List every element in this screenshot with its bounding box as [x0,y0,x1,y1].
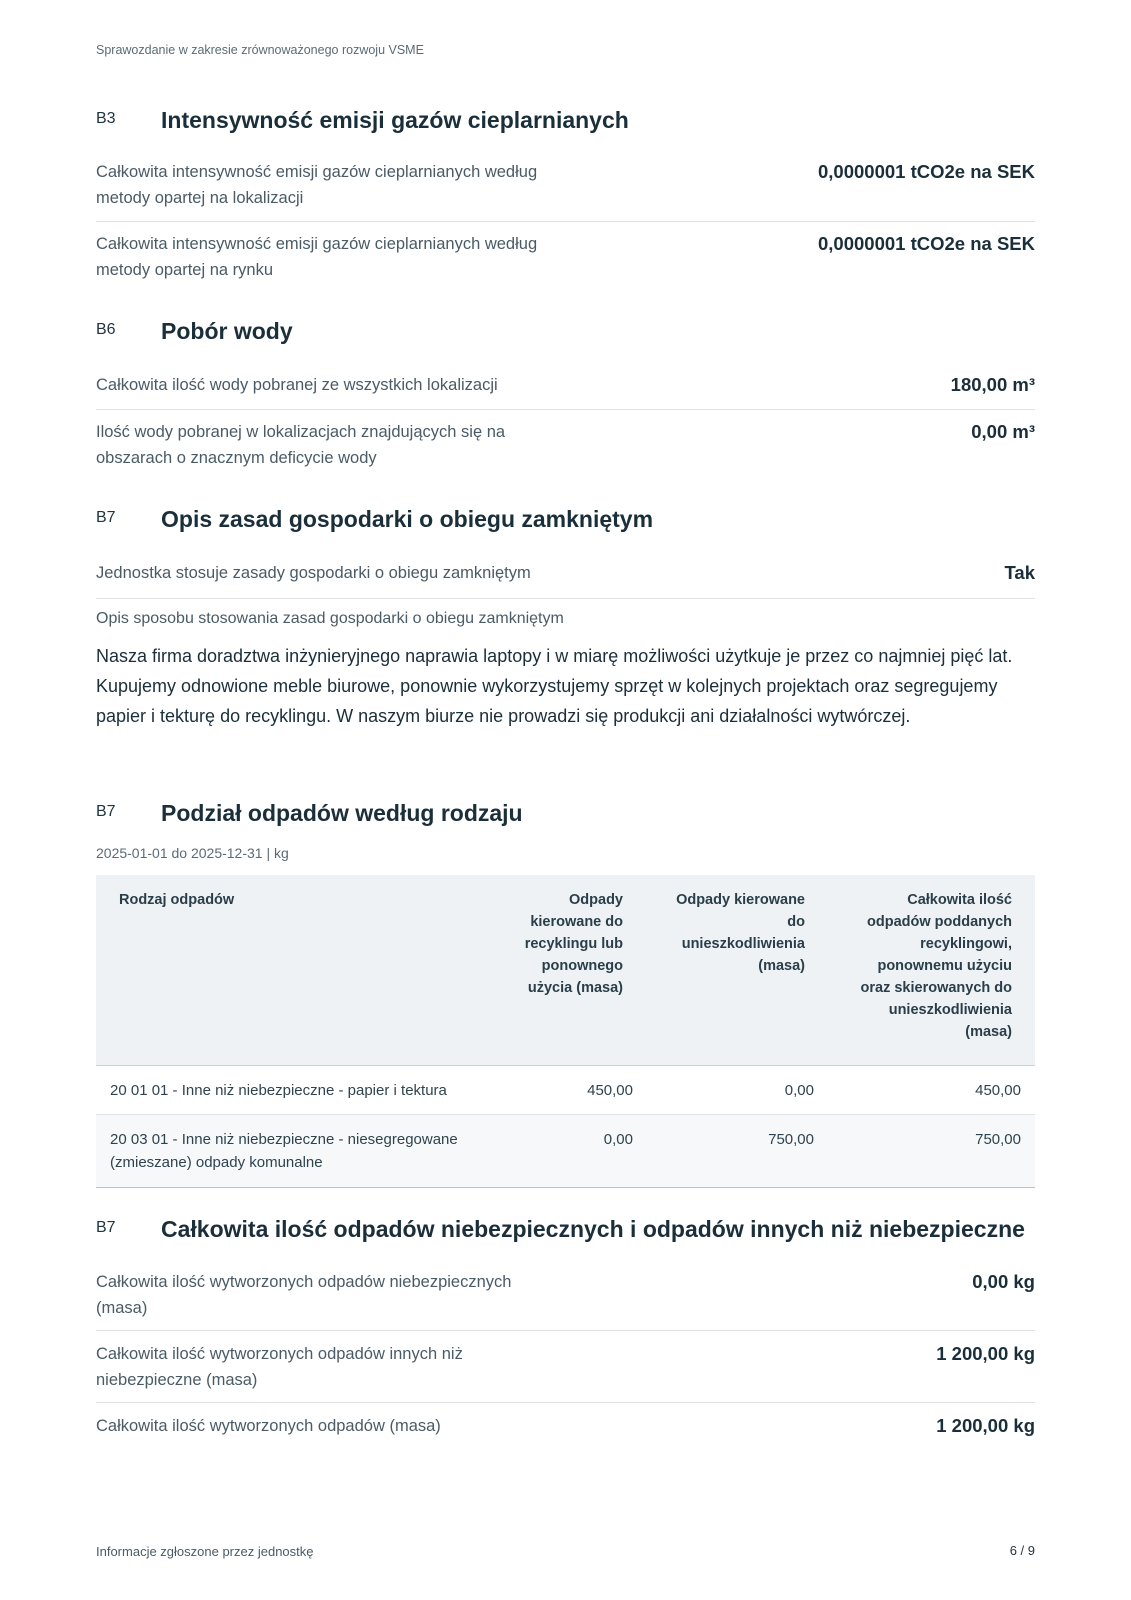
table-row [96,1115,1035,1187]
kv-value: 1 200,00 kg [936,1415,1035,1436]
kv-value: 180,00 m³ [950,374,1035,395]
kv-row [96,159,1035,222]
kv-label: Całkowita ilość wytworzonych odpadów innych niż niebezpieczne (masa) [96,1345,463,1389]
section-b3-heading [96,96,1035,136]
section-title: Całkowita ilość odpadów niebezpiecznych i odpadów innych niż niebezpieczne [161,1216,1025,1242]
description-text: Nasza firma doradztwa inżynieryjnego naprawia laptopy i w miarę możliwości użytkuje je przez co najmniej pięć lat. Kupujemy odnowione meble biurowe, ponownie wykorzystujemy sprzęt w kolejnych projektach oraz segregujemy papier i tekturę do recyklingu. W naszym biurze nie prowadzi się produkcji ani działalności wytwórczej. [96,646,1013,726]
table-cell: 0,00 [603,1131,633,1148]
page-number: 6 / 9 [1009,1543,1035,1558]
table-cell: 450,00 [975,1082,1021,1099]
kv-label: Całkowita intensywność emisji gazów cieplarnianych według metody opartej na rynku [96,235,538,279]
column-header: Odpady kierowane do unieszkodliwienia (masa) [676,892,805,974]
column-header: Odpady kierowane do recyklingu lub ponownego użycia (masa) [524,892,623,996]
section-title: Podział odpadów według rodzaju [161,800,523,826]
section-code: B7 [96,1219,116,1236]
section-title: Intensywność emisji gazów cieplarnianych [161,107,629,133]
waste-table [96,875,1035,1188]
kv-row [96,231,1035,285]
description-label: Opis sposobu stosowania zasad gospodarki o obiegu zamkniętym [96,610,564,627]
kv-label: Całkowita ilość wytworzonych odpadów niebezpiecznych (masa) [96,1273,512,1317]
kv-value: 0,00 kg [972,1271,1035,1292]
section-b6-heading [96,307,1035,347]
table-cell: 750,00 [768,1131,814,1148]
kv-label: Jednostka stosuje zasady gospodarki o obiegu zamkniętym [96,564,531,582]
section-code: B7 [96,509,116,526]
kv-value: 0,00 m³ [971,421,1035,442]
reporting-period: 2025-01-01 do 2025-12-31 | kg [96,845,289,861]
kv-row [96,1413,1035,1447]
table-cell: 450,00 [587,1082,633,1099]
kv-label: Całkowita intensywność emisji gazów cieplarnianych według metody opartej na lokalizacji [96,163,538,207]
section-b7-circular-heading [96,495,1035,535]
kv-row [96,419,1035,473]
section-b7-totals-heading [96,1205,1035,1245]
kv-value: 0,0000001 tCO2e na SEK [818,161,1035,182]
column-header: Całkowita ilość odpadów poddanych recyklingowi, ponownemu użyciu oraz skierowanych do unieszkodliwienia (masa) [860,892,1012,1040]
report-header: Sprawozdanie w zakresie zrównoważonego rozwoju VSME [96,43,424,57]
table-header [96,875,1035,1066]
column-header: Rodzaj odpadów [119,892,235,908]
table-cell: 0,00 [784,1082,814,1099]
kv-value: 1 200,00 kg [936,1343,1035,1364]
table-cell: 20 01 01 - Inne niż niebezpieczne - papier i tektura [110,1082,447,1099]
kv-label: Ilość wody pobranej w lokalizacjach znajdujących się na obszarach o znacznym deficycie wody [96,423,506,467]
kv-row [96,1269,1035,1331]
section-code: B6 [96,321,116,338]
kv-label: Całkowita ilość wytworzonych odpadów (masa) [96,1417,441,1435]
table-cell: 20 03 01 - Inne niż niebezpieczne - niesegregowane (zmieszane) odpady komunalne [110,1131,458,1171]
section-code: B7 [96,803,116,820]
section-title: Pobór wody [161,318,293,344]
section-b7-waste-heading [96,789,1035,829]
footer-note: Informacje zgłoszone przez jednostkę [96,1544,314,1559]
section-title: Opis zasad gospodarki o obiegu zamkniętym [161,506,654,532]
kv-label: Całkowita ilość wody pobranej ze wszystkich lokalizacji [96,376,498,394]
section-code: B3 [96,110,116,127]
table-row [96,1066,1035,1115]
kv-row [96,372,1035,410]
kv-value: 0,0000001 tCO2e na SEK [818,233,1035,254]
kv-row [96,1341,1035,1403]
table-cell: 750,00 [975,1131,1021,1148]
kv-value: Tak [1004,562,1035,583]
kv-row [96,560,1035,599]
